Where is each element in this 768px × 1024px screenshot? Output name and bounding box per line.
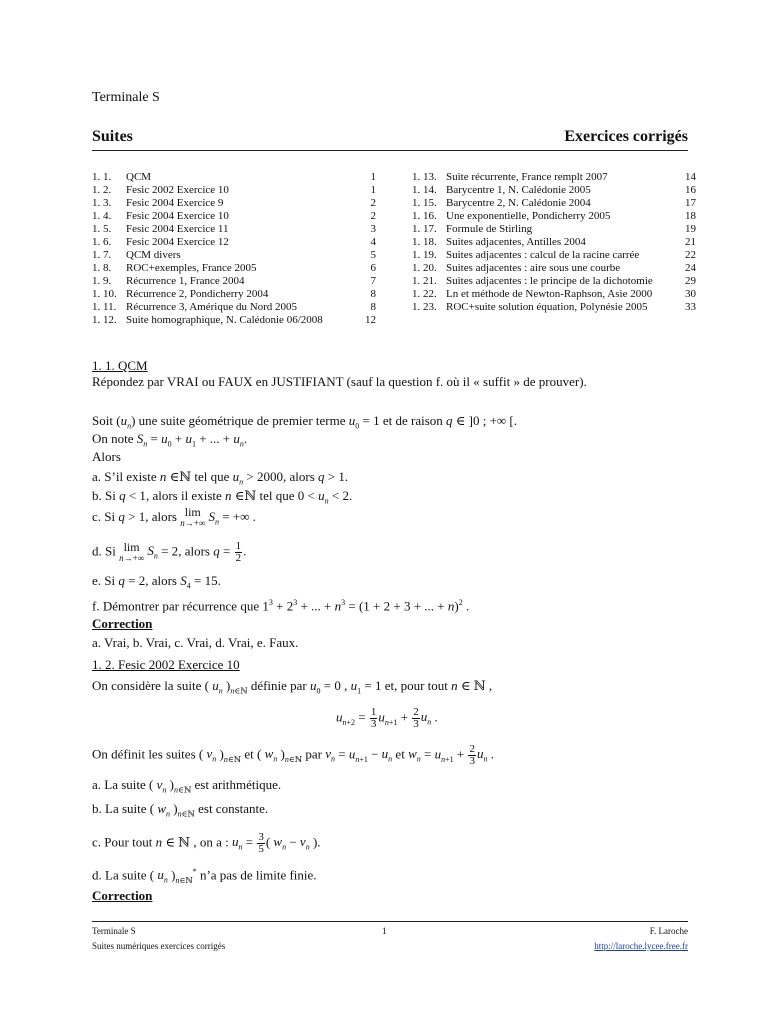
toc-entry-number: 1. 7.: [92, 249, 112, 261]
toc-entry-page: 1: [370, 171, 376, 183]
toc-entry-label[interactable]: QCM: [126, 171, 152, 183]
toc-entry-label[interactable]: Ln et méthode de Newton-Raphson, Asie 2000: [446, 288, 653, 300]
toc-entry-page: 18: [685, 210, 696, 222]
toc-entry-label[interactable]: Récurrence 3, Amérique du Nord 2005: [126, 301, 298, 313]
toc-entry-page: 6: [370, 262, 376, 274]
toc-entry[interactable]: [92, 184, 376, 197]
toc-entry[interactable]: [412, 262, 696, 275]
toc-entry[interactable]: [92, 262, 376, 275]
toc-entry-number: 1. 2.: [92, 184, 112, 196]
toc-entry-page: 22: [685, 249, 696, 261]
toc-right-column: [412, 171, 696, 314]
toc-entry[interactable]: [412, 236, 696, 249]
toc-entry-label[interactable]: Suites adjacentes : calcul de la racine carrée: [446, 249, 640, 261]
toc-entry-number: 1. 20.: [412, 262, 437, 274]
toc-entry-number: 1. 9.: [92, 275, 112, 287]
toc-entry-page: 5: [370, 249, 376, 261]
toc-entry-label[interactable]: Une exponentielle, Pondicherry 2005: [446, 210, 611, 222]
correction-heading-1: Correction: [92, 616, 153, 631]
toc-entry-label[interactable]: Fesic 2004 Exercice 11: [126, 223, 229, 235]
toc-entry-page: 29: [685, 275, 696, 287]
toc-entry[interactable]: [92, 223, 376, 236]
toc-entry-number: 1. 15.: [412, 197, 437, 209]
toc-entry-number: 1. 17.: [412, 223, 437, 235]
footer-divider: [92, 921, 688, 922]
toc-entry-number: 1. 16.: [412, 210, 437, 222]
correction-text-1: a. Vrai, b. Vrai, c. Vrai, d. Vrai, e. Faux.: [92, 635, 299, 650]
toc-entry-label[interactable]: Suite homographique, N. Calédonie 06/2008: [126, 314, 323, 326]
alors-line: Alors: [92, 449, 121, 464]
question-2b: b. La suite ( $w_n$ )$_{n\in ℕ}$ est constante.: [92, 801, 269, 819]
toc-entry-number: 1. 13.: [412, 171, 437, 183]
question-e: e. Si q = 2, alors $S_4 = 15$.: [92, 573, 221, 591]
toc-entry[interactable]: [92, 288, 376, 301]
toc-entry-number: 1. 21.: [412, 275, 437, 287]
question-c: c. Si q > 1, alors lim n→+∞ $S_n$ = +∞ .: [92, 505, 256, 528]
toc-entry-label[interactable]: ROC+exemples, France 2005: [126, 262, 257, 274]
toc-entry-page: 12: [365, 314, 376, 326]
toc-entry-number: 1. 23.: [412, 301, 437, 313]
toc-entry-page: 4: [370, 236, 376, 248]
toc-entry-label[interactable]: Fesic 2004 Exercice 10: [126, 210, 229, 222]
toc-entry-label[interactable]: Suite récurrente, France remplt 2007: [446, 171, 608, 183]
toc-entry-page: 30: [685, 288, 696, 300]
toc-entry-page: 2: [370, 210, 376, 222]
toc-entry[interactable]: [412, 171, 696, 184]
top-label: Terminale S: [92, 90, 160, 105]
toc-entry-number: 1. 8.: [92, 262, 112, 274]
toc-entry-number: 1. 1.: [92, 171, 112, 183]
toc-entry-label[interactable]: QCM divers: [126, 249, 181, 261]
toc-entry-number: 1. 14.: [412, 184, 437, 196]
question-2c: c. Pour tout n ∈ ℕ , on a : $u_n$ = $\frac{3}{5}$ ( $w_n - v_n$ ).: [92, 831, 321, 855]
footer-page-number: 1: [382, 926, 387, 936]
toc-entry[interactable]: [412, 301, 696, 314]
toc-entry-label[interactable]: Barycentre 1, N. Calédonie 2005: [446, 184, 591, 196]
toc-entry-number: 1. 22.: [412, 288, 437, 300]
toc-entry-label[interactable]: Formule de Stirling: [446, 223, 533, 235]
toc-entry-page: 16: [685, 184, 696, 196]
page-subtitle: Exercices corrigés: [564, 128, 688, 145]
toc-entry-number: 1. 12.: [92, 314, 117, 326]
section-heading-qcm[interactable]: 1. 1. QCM: [92, 358, 148, 373]
question-a: a. S’il existe n ∈ℕ tel que $u_n > 2000$, alors q > 1.: [92, 469, 349, 487]
toc-entry-page: 24: [685, 262, 696, 274]
toc-entry-page: 33: [685, 301, 696, 313]
toc-entry-page: 3: [370, 223, 376, 235]
question-b: b. Si q < 1, alors il existe n ∈ℕ tel que $0 < u_n < 2$.: [92, 488, 353, 506]
toc-left-column: [92, 171, 376, 327]
toc-entry[interactable]: [92, 275, 376, 288]
toc-entry-number: 1. 3.: [92, 197, 112, 209]
toc-entry[interactable]: [92, 197, 376, 210]
toc-entry-label[interactable]: Fesic 2004 Exercice 12: [126, 236, 229, 248]
toc-entry-page: 21: [685, 236, 696, 248]
define-v-w-line: On définit les suites ( $v_n$ )$_{n\in ℕ}$ et ( $w_n$ )$_{n\in ℕ}$ par $v_n = u_{n+1} - u_n$ et $w_n = u_{n+1}$ + $\frac{2}{3}$ $u_n$ .: [92, 743, 494, 767]
toc-entry[interactable]: [92, 301, 376, 314]
toc-entry[interactable]: [412, 197, 696, 210]
toc-entry-label[interactable]: Récurrence 1, France 2004: [126, 275, 245, 287]
toc-entry[interactable]: [92, 171, 376, 184]
toc-entry[interactable]: [412, 288, 696, 301]
toc-entry-label[interactable]: Suites adjacentes : le principe de la dichotomie: [446, 275, 653, 287]
footer-left-top: Terminale S: [92, 926, 136, 936]
toc-entry-label[interactable]: Suites adjacentes : aire sous une courbe: [446, 262, 621, 274]
toc-entry-number: 1. 4.: [92, 210, 112, 222]
toc-entry[interactable]: [412, 249, 696, 262]
notation-line: On note $S_n = u_0 + u_1$ + ... + $u_n$.: [92, 431, 248, 449]
toc-entry[interactable]: [92, 236, 376, 249]
toc-entry-label[interactable]: Fesic 2004 Exercice 9: [126, 197, 224, 209]
toc-entry[interactable]: [92, 314, 376, 327]
correction-heading-2: Correction: [92, 888, 153, 903]
toc-entry-page: 17: [685, 197, 696, 209]
question-2d: d. La suite ( $u_n$ )$_{n\in ℕ}^*$ n’a pas de limite finie.: [92, 867, 317, 885]
toc-entry-number: 1. 18.: [412, 236, 437, 248]
toc-entry-label[interactable]: Suites adjacentes, Antilles 2004: [446, 236, 586, 248]
toc-entry-page: 8: [370, 288, 376, 300]
toc-entry-label[interactable]: ROC+suite solution équation, Polynésie 2005: [446, 301, 648, 313]
toc-entry-page: 1: [370, 184, 376, 196]
toc-entry[interactable]: [412, 210, 696, 223]
title-bar: [92, 128, 688, 151]
toc-entry-page: 2: [370, 197, 376, 209]
recurrence-formula: $u_{n+2}$ = $\frac{1}{3}$ $u_{n+1}$ + $\frac{2}{3}$ $u_n$ .: [336, 706, 438, 730]
toc-entry-number: 1. 10.: [92, 288, 117, 300]
toc-entry-number: 1. 19.: [412, 249, 437, 261]
toc-entry[interactable]: [412, 223, 696, 236]
toc-entry-label[interactable]: Récurrence 2, Pondicherry 2004: [126, 288, 269, 300]
toc-entry-page: 19: [685, 223, 696, 235]
toc-entry-number: 1. 5.: [92, 223, 112, 235]
toc-entry-number: 1. 11.: [92, 301, 117, 313]
question-f: f. Démontrer par récurrence que $1^3 + 2^3$ + ... + $n^3 = (1 + 2 + 3$ + ... + n)$^2$ .: [92, 598, 470, 614]
question-2a: a. La suite ( $v_n$ )$_{n\in ℕ}$ est arithmétique.: [92, 777, 282, 795]
toc-entry-page: 7: [370, 275, 376, 287]
question-d: d. Si lim n→+∞ $S_n = 2$, alors q = $\frac{1}{2}$ .: [92, 539, 247, 564]
page-title: Suites: [92, 128, 133, 145]
toc-entry-label[interactable]: Barycentre 2, N. Calédonie 2004: [446, 197, 591, 209]
toc-entry-label[interactable]: Fesic 2002 Exercice 10: [126, 184, 229, 196]
toc-entry[interactable]: [92, 210, 376, 223]
section-heading-fesic-2002[interactable]: 1. 2. Fesic 2002 Exercice 10: [92, 657, 240, 672]
toc-entry-number: 1. 6.: [92, 236, 112, 248]
toc-entry[interactable]: [412, 184, 696, 197]
toc-entry[interactable]: [412, 275, 696, 288]
premise-line: Soit $(u_n)$ une suite géométrique de premier terme $u_0 = 1$ et de raison q ∈ ]0 ; +∞ [.: [92, 413, 518, 431]
footer-left-bottom: Suites numériques exercices corrigés: [92, 941, 226, 951]
footer-author: F. Laroche: [649, 926, 688, 936]
toc-entry-page: 14: [685, 171, 696, 183]
toc-entry[interactable]: [92, 249, 376, 262]
fesic-definition-line: On considère la suite ( $u_n$ )$_{n\in ℕ}$ définie par $u_0 = 0$ , $u_1 = 1$ et, pour tout n ∈ ℕ ,: [92, 678, 493, 696]
toc-entry-page: 8: [370, 301, 376, 313]
section-intro: Répondez par VRAI ou FAUX en JUSTIFIANT (sauf la question f. où il « suffit » de prouver).: [92, 374, 587, 389]
footer-website-link[interactable]: http://laroche.lycee.free.fr: [594, 941, 688, 951]
